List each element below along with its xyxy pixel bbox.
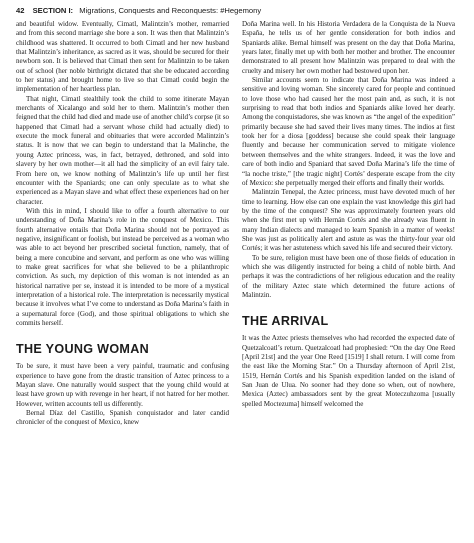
running-head: [16, 4, 458, 18]
body-paragraph: Malintzin Tenepal, the Aztec princess, must have devoted much of her time to learning. How else can one explain the vast knowledge this girl had by the time of the conquest? She was approximately fourteen years old when she first met up with Hernán Cortés and she already was fluent in many Indian dialects and managed to learn Spanish in a matter of weeks! She was just as politically alert and astute as was the thirty-four year old Cortés; it was her astuteness which saved his life and secured their victory.: [242, 188, 455, 253]
body-paragraph: and beautiful widow. Eventually, Cimatl, Malintzin’s mother, remarried and from this second marriage she bore a son. It was then that Malintzin’s childhood was shattered. It occurred to both Cimatl and her new husband that Malintzin’s inheritance, as sacred as it was, should be secured for their newborn son. It is believed that Cimatl then sent for Malintzin to be taken out of school (her noble birthright dictated that she be educated according to her status) and brought home to live so that Cimatl could begin the implementation of her heartless plan.: [16, 20, 229, 94]
right-column: [242, 20, 455, 540]
left-column: [16, 20, 229, 540]
page-number: 42: [16, 6, 25, 15]
body-paragraph: Similar accounts seem to indicate that Doña Marina was indeed a sensitive and loving woman. She sincerely cared for people and continued to love those who had caused her the most pain and, as such, it is not surprising to read that both indios and Spaniards alike loved her dearly. Among the conquistadores, she was known as “the angel of the expedition” primarily because she had saved their lives many times. The indios at first took her for a diosa [goddess] because she could speak their language fluently and because her communication served to mitigate violence between themselves and the white strangers. Indeed, it was the love and care of both indio and Spaniard that saved Doña Marina’s life the time of “la noche triste,” [the tragic night] Cortés’ desperate escape from the city of Mexico: she perpetually merged their efforts and finally their worlds.: [242, 76, 455, 187]
section-heading-arrival: THE ARRIVAL: [242, 314, 329, 329]
body-paragraph: That night, Cimatl stealthily took the child to some itinerate Mayan merchants of Xicalango and sold her to them. Malintzin’s mother then feigned that the child had died and made use of another child’s corpse (it so happened that Cimatl had a servant whose child had actually died) to execute the mock funeral and obituaries that were accorded Malintzin’s status. It is now that we can begin to understand that la Malinche, the young Aztec princess, was, in fact, betrayed, dethroned, and sold into slavery by her own mother—it all had the simplicity of an evil fairy tale. From here on, we know nothing of Malintzin’s life up until her first encounter with the Spaniards; one can only speculate as to what she experienced as a Mayan slave and what effect these experiences had on her character.: [16, 94, 229, 206]
section-subtitle: Migrations, Conquests and Reconquests: #Hegemony: [79, 6, 262, 15]
body-paragraph: Bernal Díaz del Castillo, Spanish conquistador and later candid chronicler of the conquest of Mexico, knew: [16, 409, 229, 427]
body-paragraph: To be sure, religion must have been one of those fields of education in which she was diligently instructed for being a child of noble birth. And perhaps it was the contradictions of her religious education and the reality of the military Aztec state which determined the future actions of Malintzin.: [242, 253, 455, 299]
body-paragraph: With this in mind, I should like to offer a fourth alternative to our understanding of Doña Marina’s role in the conquest of Mexico. This fourth alternative entails that Doña Marina should not be portrayed as negative, insignificant or foolish, but instead be perceived as a woman who was able to act beyond her prescribed societal function, namely, that of being a mere concubine and servant, and perform as one who was willing to make great sacrifices for what she believed to be a philanthropic conviction. As such, my depiction of this woman is not intended as an historical narrative per se, instead it is intended to be more of a mystical interpretation of a historical role. The interpretation is necessarily mystical because it involves what I’ve come to understand as Doña Marina’s faith in a supernatural force (God), and those spiritual obligations to which she commits herself.: [16, 206, 229, 327]
section-heading-young-woman: THE YOUNG WOMAN: [16, 342, 150, 357]
body-paragraph: To be sure, it must have been a very painful, traumatic and confusing experience to have gone from the drastic transition of Aztec princess to a Mayan slave. One naturally would suspect that the young child would at least have grown up with revenge in her heart, if not hatred for her mother. However, written accounts tell us differently.: [16, 362, 229, 408]
body-paragraph: Doña Marina well. In his Historia Verdadera de la Conquista de la Nueva España, he tells us of her gentle consideration for both indios and Spaniards alike. Bernal himself was present on the day that Doña Marina, years later, finally met up with both her mother and brother. The encounter demonstrated to all present how Malintzin was prepared to deal with the cruelty and misery her own mother had bestowed upon her.: [242, 20, 455, 75]
body-paragraph: It was the Aztec priests themselves who had recorded the expected date of Quetzalcoatl’s return. Quetzalcoatl had prophesied: “On the day One Reed [April 21st] and the year One Reed [1519] I shall return. I will come from the east like the Morning Star.” On a Thursday afternoon of April 21st, 1519, Hernán Cortés and his Spanish expedition landed on the island of San Juan de Ulua. No sooner had they done so when, out of nowhere, Mexica (Aztec) ambassadors sent by the great Moteczuhzoma [usually spelled Moctezuma] himself welcomed the: [242, 334, 455, 408]
section-label: SECTION I:: [32, 6, 74, 15]
